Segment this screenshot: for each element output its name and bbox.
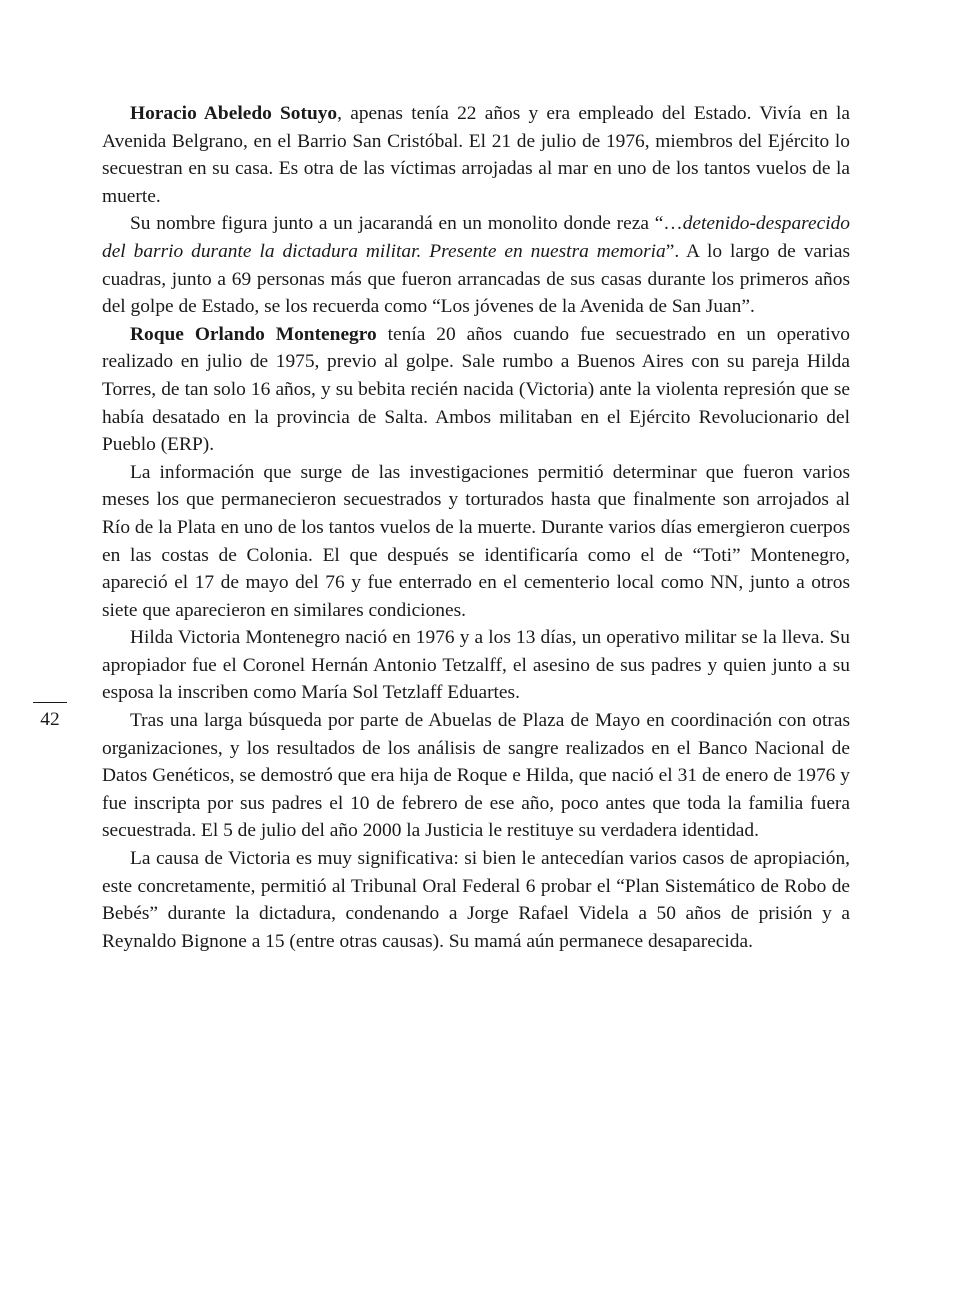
paragraph-text: ”. A lo largo de varias cuadras, junto a 69 personas más que fueron arrancadas de sus casas durante los primeros años del golpe de Estado, se los recuerda como “Los jóvenes de la Avenida de San Juan”. bbox=[102, 240, 851, 318]
paragraph-hilda-victoria bbox=[102, 624, 850, 707]
paragraph-roque-montenegro bbox=[102, 321, 850, 459]
page-number: 42 bbox=[40, 709, 60, 730]
monolith-inscription-quote: detenido-desparecido del barrio durante la dictadura militar. Presente en nuestra memoria bbox=[102, 213, 850, 262]
page-number-rule bbox=[33, 702, 67, 703]
paragraph-text: Su nombre figura junto a un jacarandá en un monolito donde reza “… bbox=[130, 213, 683, 235]
paragraph-text: La causa de Victoria es muy significativa: si bien le antecedían varios casos de apropiación, este concretamente, permitió al Tribunal Oral Federal 6 probar el “Plan Sistemático de Robo de Bebés” durante la dictadura, condenando a Jorge Rafael Videla a 50 años de prisión y a Reynaldo Bignone a 15 (entre otras causas). Su mamá aún permanece desaparecida. bbox=[102, 848, 850, 952]
paragraph-causa-victoria bbox=[102, 845, 850, 955]
paragraph-text: Tras una larga búsqueda por parte de Abuelas de Plaza de Mayo en coordinación con otras organizaciones, y los resultados de los análisis de sangre realizados en el Banco Nacional de Datos Genéticos, se demostró que era hija de Roque e Hilda, que nació el 31 de enero de 1976 y fue inscripta por sus padres el 10 de febrero de ese año, poco antes que toda la familia fuera secuestrada. El 5 de julio del año 2000 la Justicia le restituye su verdadera identidad. bbox=[102, 710, 850, 842]
name-roque-orlando-montenegro: Roque Orlando Montenegro bbox=[130, 323, 377, 345]
paragraph-investigaciones bbox=[102, 459, 850, 625]
paragraph-horacio-abeledo bbox=[102, 100, 850, 210]
paragraph-abuelas bbox=[102, 707, 850, 845]
name-horacio-abeledo-sotuyo: Horacio Abeledo Sotuyo bbox=[130, 103, 338, 124]
paragraph-text: tenía 20 años cuando fue secuestrado en un operativo realizado en julio de 1975, previo al golpe. Sale rumbo a Buenos Aires con su pareja Hilda Torres, de tan solo 16 años, y su bebita recién nacida (Victoria) ante la violenta represión que se había desatado en la provincia de Salta. Ambos militaban en el Ejército Revolucionario del Pueblo (ERP). bbox=[102, 323, 850, 456]
paragraph-text: La información que surge de las investigaciones permitió determinar que fueron varios meses los que permanecieron secuestrados y torturados hasta que finalmente son arrojados al Río de la Plata en uno de los tantos vuelos de la muerte. Durante varios días emergieron cuerpos en las costas de Colonia. El que después se identificaría como el de “Toti” Montenegro, apareció el 17 de mayo del 76 y fue enterrado en el cementerio local como NN, junto a otros siete que aparecieron en similares condiciones. bbox=[102, 461, 850, 621]
paragraph-text: Hilda Victoria Montenegro nació en 1976 y a los 13 días, un operativo militar se la lleva. Su apropiador fue el Coronel Hernán Antonio Tetzalff, el asesino de sus padres y quien junto a su esposa la inscriben como María Sol Tetzlaff Eduartes. bbox=[102, 627, 850, 704]
paragraph-monolito bbox=[102, 210, 850, 320]
paragraph-text: , apenas tenía 22 años y era empleado del Estado. Vivía en la Avenida Belgrano, en el Barrio San Cristóbal. El 21 de julio de 1976, miembros del Ejército lo secuestran en su casa. Es otra de las víctimas arrojadas al mar en uno de los tantos vuelos de la muerte. bbox=[102, 103, 850, 207]
body-text bbox=[102, 100, 850, 955]
